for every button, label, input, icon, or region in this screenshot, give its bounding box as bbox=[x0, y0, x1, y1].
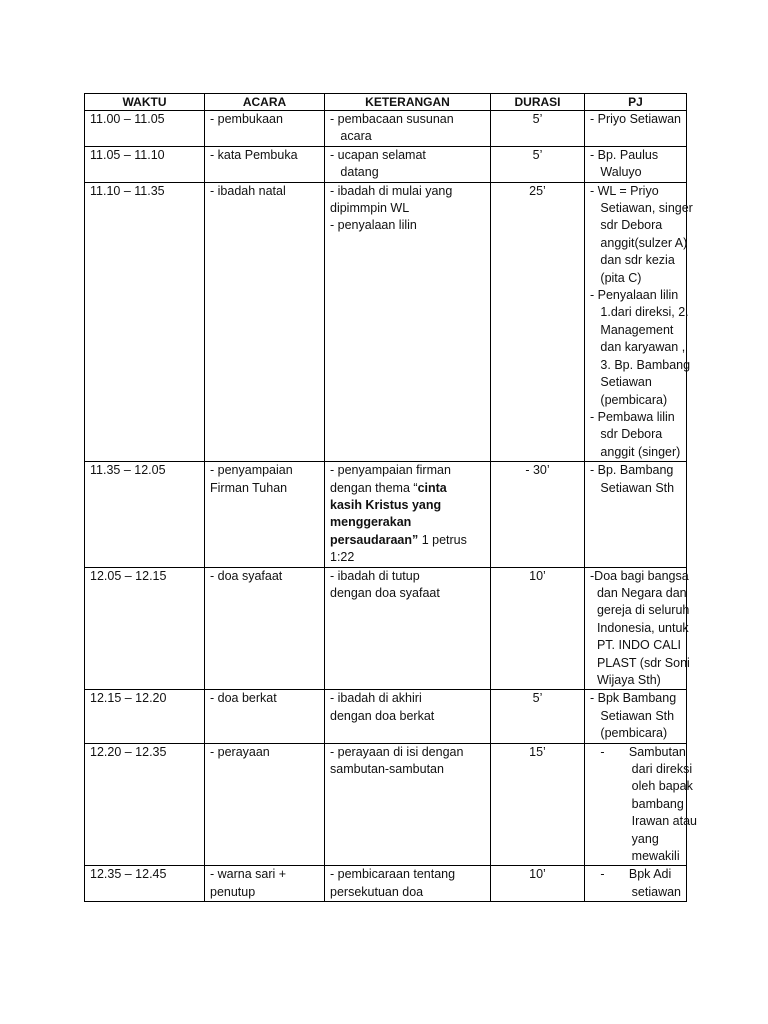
cell-keterangan-line bbox=[330, 866, 490, 883]
cell-durasi: 5’ bbox=[491, 146, 585, 182]
cell-pj-line bbox=[590, 252, 686, 269]
cell-keterangan-line bbox=[330, 708, 490, 725]
text-segment: 1:22 bbox=[330, 550, 355, 565]
cell-keterangan-line bbox=[330, 147, 490, 164]
text-segment: anggit(sulzer A) bbox=[590, 235, 688, 250]
cell-waktu bbox=[85, 743, 205, 866]
cell-pj bbox=[585, 462, 687, 567]
cell-pj-line bbox=[590, 655, 690, 672]
cell-waktu-line: 11.35 – 12.05 bbox=[90, 463, 166, 478]
cell-durasi: 5’ bbox=[491, 690, 585, 743]
text-segment: - ucapan selamat bbox=[330, 147, 426, 162]
text-segment: dipimmpin WL bbox=[330, 201, 410, 216]
cell-waktu-line: 11.05 – 11.10 bbox=[90, 147, 165, 162]
cell-pj-line bbox=[590, 200, 693, 217]
cell-pj-line bbox=[590, 637, 686, 654]
cell-pj-line bbox=[590, 831, 686, 848]
text-segment: Waluyo bbox=[590, 165, 642, 180]
cell-keterangan bbox=[325, 567, 491, 690]
text-segment: dan Negara dan bbox=[590, 585, 687, 600]
text-segment: - penyalaan lilin bbox=[330, 218, 417, 233]
cell-acara-line: - doa berkat bbox=[210, 691, 277, 706]
cell-durasi: 5’ bbox=[491, 111, 585, 147]
cell-keterangan-line bbox=[330, 200, 490, 217]
cell-pj-line bbox=[590, 426, 686, 443]
cell-pj-line bbox=[590, 339, 686, 356]
text-segment: sdr Debora bbox=[590, 427, 663, 442]
table-row bbox=[85, 866, 687, 902]
table-row bbox=[85, 146, 687, 182]
text-segment: (pembicara) bbox=[590, 392, 668, 407]
cell-pj-line bbox=[590, 725, 686, 742]
cell-pj-line bbox=[590, 884, 686, 901]
text-segment: Setiawan Sth bbox=[590, 480, 675, 495]
cell-pj-line bbox=[590, 217, 686, 234]
cell-pj-line bbox=[590, 444, 686, 461]
bold-text: cinta bbox=[417, 480, 447, 495]
cell-waktu-line: 12.05 – 12.15 bbox=[90, 568, 167, 583]
cell-keterangan-line bbox=[330, 761, 490, 778]
cell-keterangan bbox=[325, 743, 491, 866]
cell-keterangan bbox=[325, 182, 491, 462]
cell-pj bbox=[585, 866, 687, 902]
cell-keterangan-line bbox=[330, 217, 490, 234]
cell-pj-line bbox=[590, 304, 689, 321]
cell-waktu-line: 12.15 – 12.20 bbox=[90, 691, 167, 706]
text-segment: datang bbox=[330, 165, 379, 180]
text-segment: sdr Debora bbox=[590, 218, 663, 233]
text-segment: Management bbox=[590, 322, 674, 337]
text-segment: - ibadah di tutup bbox=[330, 568, 420, 583]
text-segment: Setiawan bbox=[590, 375, 652, 390]
cell-acara bbox=[205, 567, 325, 690]
cell-pj-line bbox=[590, 392, 686, 409]
cell-keterangan-line bbox=[330, 128, 490, 145]
cell-acara-line: - ibadah natal bbox=[210, 183, 286, 198]
cell-acara bbox=[205, 866, 325, 902]
table-row bbox=[85, 690, 687, 743]
cell-pj-line bbox=[590, 183, 686, 200]
header-acara: ACARA bbox=[205, 94, 325, 111]
header-pj: PJ bbox=[585, 94, 687, 111]
text-segment: mewakili bbox=[590, 849, 680, 864]
cell-acara bbox=[205, 146, 325, 182]
cell-waktu bbox=[85, 866, 205, 902]
cell-pj-line bbox=[590, 620, 689, 637]
cell-keterangan bbox=[325, 146, 491, 182]
cell-pj-line bbox=[590, 357, 691, 374]
cell-durasi: - 30’ bbox=[491, 462, 585, 567]
text-segment: - Bpk Adi bbox=[590, 867, 672, 882]
text-segment: anggit (singer) bbox=[590, 444, 681, 459]
cell-waktu bbox=[85, 462, 205, 567]
text-segment: 3. Bp. Bambang bbox=[590, 357, 691, 372]
text-segment: setiawan bbox=[590, 884, 682, 899]
cell-keterangan-line bbox=[330, 480, 490, 497]
cell-pj-line bbox=[590, 480, 686, 497]
cell-keterangan-line bbox=[330, 690, 490, 707]
cell-keterangan-line bbox=[330, 497, 490, 514]
text-segment: - pembacaan susunan bbox=[330, 112, 454, 126]
cell-acara bbox=[205, 111, 325, 147]
text-segment: oleh bapak bbox=[590, 779, 693, 794]
text-segment: Irawan atau bbox=[590, 814, 697, 829]
cell-keterangan-line bbox=[330, 744, 490, 761]
cell-pj-line bbox=[590, 585, 686, 602]
cell-keterangan bbox=[325, 690, 491, 743]
header-waktu: WAKTU bbox=[85, 94, 205, 111]
text-segment: bambang bbox=[590, 796, 684, 811]
cell-pj-line bbox=[590, 708, 686, 725]
text-segment: - Penyalaan lilin bbox=[590, 288, 679, 303]
cell-pj-line bbox=[590, 690, 686, 707]
cell-keterangan-line bbox=[330, 514, 490, 531]
header-keterangan: KETERANGAN bbox=[325, 94, 491, 111]
text-segment: Indonesia, untuk bbox=[590, 620, 689, 635]
text-segment: persekutuan doa bbox=[330, 884, 424, 899]
cell-pj-line bbox=[590, 462, 686, 479]
schedule-table bbox=[84, 93, 697, 902]
text-segment: - perayaan di isi dengan bbox=[330, 744, 464, 759]
cell-waktu-line: 11.10 – 11.35 bbox=[90, 183, 165, 198]
cell-waktu bbox=[85, 146, 205, 182]
cell-keterangan-line bbox=[330, 462, 490, 479]
cell-acara-line: Firman Tuhan bbox=[210, 480, 288, 495]
cell-pj bbox=[585, 567, 690, 690]
text-segment: - Sambutan bbox=[590, 744, 686, 759]
cell-acara-line: - doa syafaat bbox=[210, 568, 283, 583]
text-segment: Setiawan Sth bbox=[590, 708, 675, 723]
cell-acara bbox=[205, 462, 325, 567]
cell-acara-line: - warna sari + bbox=[210, 867, 287, 882]
table-row bbox=[85, 567, 687, 690]
cell-waktu bbox=[85, 690, 205, 743]
cell-durasi: 15’ bbox=[491, 743, 585, 866]
cell-pj-line bbox=[590, 235, 686, 252]
cell-pj-line bbox=[590, 761, 693, 778]
cell-acara-line: penutup bbox=[210, 884, 256, 899]
cell-keterangan-line bbox=[330, 183, 490, 200]
cell-durasi: 25’ bbox=[491, 182, 585, 462]
cell-pj bbox=[585, 743, 697, 866]
cell-acara bbox=[205, 690, 325, 743]
text-segment: - Bp. Bambang bbox=[590, 463, 674, 478]
text-segment: 1 petrus bbox=[418, 532, 467, 547]
text-segment: - pembicaraan tentang bbox=[330, 867, 456, 882]
bold-text: menggerakan bbox=[330, 515, 412, 530]
cell-keterangan-line bbox=[330, 111, 490, 128]
text-segment: - WL = Priyo bbox=[590, 183, 659, 198]
cell-waktu bbox=[85, 567, 205, 690]
table-row bbox=[85, 111, 687, 147]
text-segment: Setiawan, singer bbox=[590, 201, 693, 216]
text-segment: dan sdr kezia bbox=[590, 253, 675, 268]
text-segment: dengan doa berkat bbox=[330, 708, 435, 723]
cell-waktu bbox=[85, 182, 205, 462]
cell-acara-line: - penyampaian bbox=[210, 463, 293, 478]
cell-acara-line: - pembukaan bbox=[210, 112, 283, 126]
cell-keterangan-line bbox=[330, 585, 490, 602]
text-segment: - Priyo Setiawan bbox=[590, 112, 682, 126]
text-segment: - Bp. Paulus bbox=[590, 147, 659, 162]
text-segment: - ibadah di akhiri bbox=[330, 691, 422, 706]
text-segment: sambutan-sambutan bbox=[330, 762, 444, 777]
cell-pj-line bbox=[590, 270, 686, 287]
cell-pj bbox=[585, 690, 687, 743]
text-segment: - penyampaian firman bbox=[330, 463, 451, 478]
text-segment: yang bbox=[590, 831, 659, 846]
cell-waktu-line: 12.35 – 12.45 bbox=[90, 867, 167, 882]
cell-keterangan bbox=[325, 462, 491, 567]
cell-pj-line bbox=[590, 672, 686, 689]
cell-pj-line bbox=[590, 796, 686, 813]
cell-durasi: 10’ bbox=[491, 866, 585, 902]
cell-pj bbox=[585, 111, 687, 147]
cell-keterangan bbox=[325, 866, 491, 902]
cell-pj-line bbox=[590, 602, 690, 619]
cell-pj-line bbox=[590, 409, 686, 426]
cell-keterangan-line bbox=[330, 532, 490, 549]
bold-text: persaudaraan” bbox=[330, 532, 419, 547]
cell-acara bbox=[205, 743, 325, 866]
cell-pj bbox=[585, 146, 687, 182]
cell-pj-line bbox=[590, 813, 697, 830]
header-durasi: DURASI bbox=[491, 94, 585, 111]
cell-pj-line bbox=[590, 111, 686, 128]
cell-acara-line: - kata Pembuka bbox=[210, 147, 298, 162]
header-row bbox=[85, 94, 687, 111]
cell-waktu bbox=[85, 111, 205, 147]
text-segment: (pita C) bbox=[590, 270, 642, 285]
text-segment: PLAST (sdr Soni bbox=[590, 655, 690, 670]
text-segment: -Doa bagi bangsa bbox=[590, 568, 689, 583]
text-segment: PT. INDO CALI bbox=[590, 638, 681, 653]
text-segment: - Pembawa lilin bbox=[590, 409, 675, 424]
text-segment: dan karyawan , bbox=[590, 340, 686, 355]
text-segment: dari direksi bbox=[590, 762, 693, 777]
cell-keterangan-line bbox=[330, 884, 490, 901]
text-segment: (pembicara) bbox=[590, 726, 668, 741]
cell-pj-line bbox=[590, 164, 686, 181]
text-segment: dengan thema “ bbox=[330, 480, 418, 495]
cell-durasi: 10’ bbox=[491, 567, 585, 690]
cell-pj-line bbox=[590, 322, 686, 339]
cell-keterangan bbox=[325, 111, 491, 147]
cell-pj bbox=[585, 182, 693, 462]
cell-keterangan-line bbox=[330, 568, 490, 585]
text-segment: gereja di seluruh bbox=[590, 603, 690, 618]
cell-pj-line bbox=[590, 848, 686, 865]
cell-waktu-line: 12.20 – 12.35 bbox=[90, 744, 167, 759]
cell-pj-line bbox=[590, 778, 693, 795]
cell-acara bbox=[205, 182, 325, 462]
table-row bbox=[85, 743, 687, 866]
text-segment: dengan doa syafaat bbox=[330, 585, 440, 600]
cell-pj-line bbox=[590, 568, 689, 585]
schedule-body bbox=[85, 111, 697, 902]
cell-keterangan-line bbox=[330, 549, 490, 566]
text-segment: 1.dari direksi, 2. bbox=[590, 305, 689, 320]
text-segment: - Bpk Bambang bbox=[590, 691, 677, 706]
table-row bbox=[85, 462, 687, 567]
bold-text: kasih Kristus yang bbox=[330, 497, 442, 512]
table-row bbox=[85, 182, 687, 462]
text-segment: Wijaya Sth) bbox=[590, 673, 661, 687]
cell-waktu-line: 11.00 – 11.05 bbox=[90, 112, 165, 126]
text-segment: - ibadah di mulai yang bbox=[330, 183, 453, 198]
cell-pj-line bbox=[590, 374, 686, 391]
cell-acara-line: - perayaan bbox=[210, 744, 270, 759]
cell-pj-line bbox=[590, 287, 686, 304]
cell-pj-line bbox=[590, 147, 686, 164]
cell-pj-line bbox=[590, 866, 686, 883]
text-segment: acara bbox=[330, 129, 372, 144]
cell-pj-line bbox=[590, 744, 686, 761]
cell-keterangan-line bbox=[330, 164, 490, 181]
